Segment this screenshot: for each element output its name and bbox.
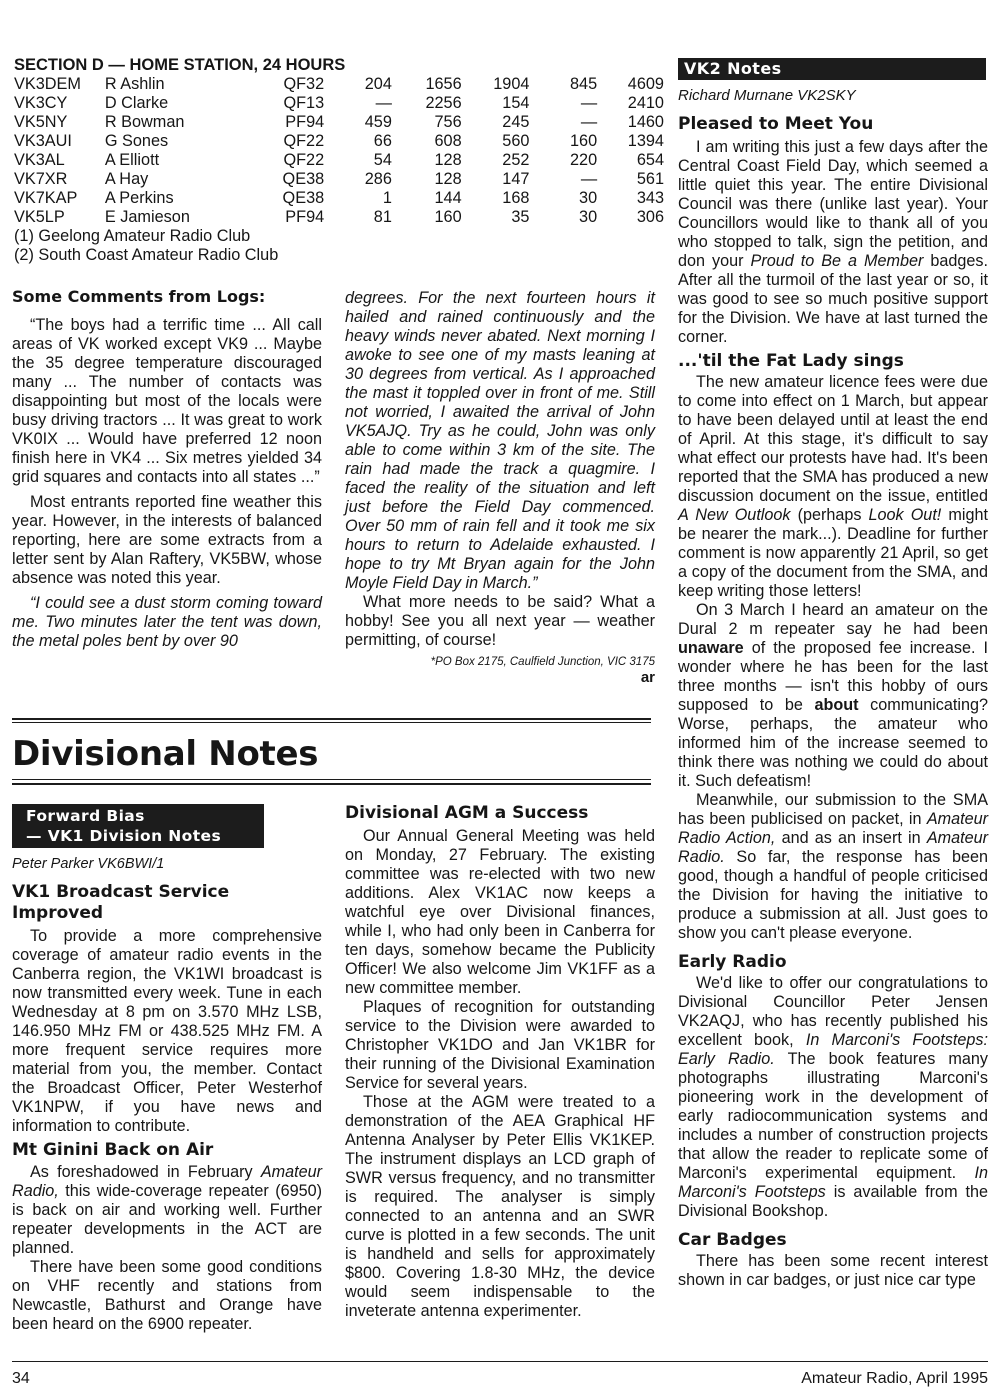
results-cell-c4: 30 [579,189,598,207]
letter-extract-start: “I could see a dust storm coming toward me. Two minutes later the tent was down, the metal poles bent by over 90 [12,594,322,650]
results-row [14,170,664,189]
results-cell-c5: 561 [636,170,664,188]
publication-footer: Amateur Radio, April 1995 [801,1370,988,1387]
results-cell-c3: 560 [502,132,530,150]
results-cell-call: VK7XR [14,170,68,188]
divisional-notes-title: Divisional Notes [12,734,319,774]
plaques-paragraph: Plaques of recognition for outstanding service to the Division were awarded to Christopher VK1DO and Jan VK1BR for their running of the Divisional Examination Service for several years. [345,998,655,1092]
analyser-paragraph: Those at the AGM were treated to a demonstration of the AEA Graphical HF Antenna Analyser by Peter Ellis VK1KEP. The instrument displays an LCD graph of SWR versus frequency, and no transmitter is required. The analyser is simply connected to an antenna and an SWR curve is plotted in a few seconds. The unit is handheld and sells for approximately $800. Covering 1.8-30 MHz, the device would seem indispensable to the inveterate antenna experimenter. [345,1093,655,1320]
comments-quote: “The boys had a terrific time ... All call areas of VK worked except VK9 ... Maybe the 35 degree temperature discouraged many ... The number of contacts was disappointing but most of the locals were busy driving tractors ... It was great to work VK0IX ... Would have preferred 12 noon finish here in VK4 ... Six metres yielded 34 grid squares and contacts into all states ...” [12,316,322,486]
results-row [14,208,664,227]
results-cell-call: VK3AUI [14,132,72,150]
results-cell-c2: 128 [434,170,462,188]
mt-ginini-heading: Mt Ginini Back on Air [12,1140,214,1160]
results-cell-c1: 286 [364,170,392,188]
section-d-results [14,56,664,265]
results-cell-grid: QF13 [283,94,325,112]
results-cell-c5: 4609 [627,75,664,93]
results-cell-c5: 654 [636,151,664,169]
results-cell-c1: 81 [373,208,392,226]
results-cell-grid: QF22 [283,151,325,169]
comments-paragraph: Most entrants reported fine weather this year. However, in the interests of balanced reporting, here are some extracts from a letter sent by Alan Raftery, VK5BW, whose absence was noted this year. [12,493,322,587]
results-cell-name: A Perkins [104,189,174,207]
results-cell-grid: QF32 [283,75,325,93]
results-cell-call: VK5NY [14,113,68,131]
results-cell-name: G Sones [104,132,169,150]
results-cell-c3: 35 [511,208,530,226]
vk1-banner [12,804,264,848]
closing-paragraph: What more needs to be said? What a hobby! See you all next year — weather permitting, of course! [345,593,655,649]
results-cell-c2: 756 [434,113,462,131]
results-cell-c5: 306 [636,208,664,226]
results-cell-name: E Jamieson [104,208,190,226]
results-cell-name: R Ashlin [104,75,165,93]
results-cell-grid: PF94 [285,113,325,131]
results-cell-name: R Bowman [104,113,185,131]
comments-heading: Some Comments from Logs: [12,287,266,306]
vk1-broadcast-paragraph: To provide a more comprehensive coverage of amateur radio events in the Canberra region, the VK1WI broadcast is now transmitted every week. Tune in each Wednesday at 8 pm on 3.570 MHz LSB, 146.950 MHz FM or 438.525 MHz FM. A more frequent service requires more material from you, the member. Contact the Broadcast Officer, Peter Westerhof VK1NPW, if you have news and information to contribute. [12,927,322,1135]
vk1-column-2 [345,803,655,1321]
submission-paragraph: Meanwhile, our submission to the SMA has been publicised on packet, in Amateur Radio Action, and as an insert in Amateur Radio. So far, the response has been good, though a handful of people criticised the Division for having the initiative to produce a submission at all. Just goes to show you can't please everyone. [678,791,988,942]
vk1-banner-line2: — VK1 Division Notes [26,827,222,845]
vk2-column [678,58,988,1290]
letter-extract-continued: degrees. For the next fourteen hours it hailed and rained continuously and the heavy winds never abated. Next morning I awoke to see one of my masts leaning at 30 degrees from vertical. As I approached the mast it toppled over in front of me. Still not worried, I awaited the arrival of John VK5AJQ. Try as he could, John was only able to come within 3 km of the site. The rain had made the track a quagmire. I faced the reality of the situation and left just before the Field Day commenced. Over 50 mm of rain fell and it took me six hours to return to Adelaide exhausted. I hope to try Mt Bryan again for the John Moyle Field Day in March.” [345,289,655,592]
results-cell-call: VK3CY [14,94,68,112]
results-cell-c5: 2410 [627,94,664,112]
end-mark: ar [640,669,655,686]
results-cell-grid: PF94 [285,208,325,226]
vk2-banner-label: VK2 Notes [684,59,782,78]
results-cell-c1: 66 [373,132,392,150]
car-badges-heading: Car Badges [678,1230,787,1250]
vk2-banner [678,58,986,80]
results-cell-c3: 168 [502,189,530,207]
mt-ginini-paragraph: As foreshadowed in February Amateur Radio, this wide-coverage repeater (6950) is back on air and working well. Further repeater developments in the ACT are planned. [12,1163,322,1257]
results-cell-c4: — [580,94,598,112]
pleased-paragraph: I am writing this just a few days after the Central Coast Field Day, which seemed a little quiet this year. The entire Divisional Council was there (unlike last year). Your Councillors would like to thank all of you who stopped to talk, sign the petition, and don your Proud to Be a Member badges. After all the turmoil of the last year or so, it was good to see so much positive support for the Division. We have at last turned the corner. [678,138,988,346]
results-cell-c5: 1460 [627,113,664,131]
title-rule-top-thin [12,722,651,723]
agm-heading: Divisional AGM a Success [345,803,589,823]
results-cell-name: D Clarke [104,94,169,112]
early-radio-paragraph: We'd like to offer our congratulations to Divisional Councillor Peter Jensen VK2AQJ, who has recently published his excellent book, In Marconi's Footsteps: Early Radio. The book features many photographs illustrating Marconi's pioneering work in the development of early radiocommunication systems and includes a number of construction projects that allow the reader to replicate some of Marconi's experimental equipment. In Marconi's Footsteps is available from the Divisional Bookshop. [678,974,988,1220]
page-number: 34 [12,1370,30,1387]
footer-rule [12,1361,988,1362]
results-row [14,151,664,170]
vk1-broadcast-heading: VK1 Broadcast Service Improved [12,882,230,923]
results-cell-c4: 220 [570,151,598,169]
results-cell-c4: — [580,170,598,188]
results-cell-c4: 30 [579,208,598,226]
results-cell-call: VK3AL [14,151,65,169]
car-badges-paragraph: There has been some recent interest shown in car badges, or just nice car type [678,1252,988,1289]
results-cell-c4: — [580,113,598,131]
fat-lady-heading: ...'til the Fat Lady sings [678,351,904,371]
results-cell-c5: 343 [636,189,664,207]
agm-paragraph: Our Annual General Meeting was held on Monday, 27 February. The existing committee was re-elected with two new additions. Alex VK1AC now keeps a watchful eye over Divisional finances, while I, who had only been in Canberra for ten days, somehow became the Publicity Officer! We also welcome Jim VK1FF as a new committee member. [345,827,655,997]
results-cell-c4: 160 [570,132,598,150]
results-cell-call: VK5LP [14,208,65,226]
results-cell-c1: 1 [382,189,392,207]
results-row [14,113,664,132]
results-cell-c1: 204 [364,75,392,93]
results-cell-grid: QE38 [282,170,325,188]
results-cell-call: VK3DEM [14,75,81,93]
results-cell-grid: QF22 [283,132,325,150]
dural-repeater-paragraph: On 3 March I heard an amateur on the Dural 2 m repeater say he had been unaware of the proposed fee increase. I wonder where he has been for the last three months — isn't this hobby of ours supposed to be about communicating? Worse, perhaps, the amateur who informed him of the increase seemed to think there was nothing we could do about it. Such defeatism! [678,601,988,790]
results-cell-c3: 1904 [493,75,530,93]
pleased-heading: Pleased to Meet You [678,114,874,134]
title-rule-top [12,718,651,720]
results-cell-name: A Hay [104,170,149,188]
section-d-title: SECTION D — HOME STATION, 24 HOURS [14,56,346,74]
results-cell-grid: QE38 [282,189,325,207]
author-address: *PO Box 2175, Caulfield Junction, VIC 3175 [430,656,655,668]
results-cell-c2: 160 [434,208,462,226]
licence-fees-paragraph: The new amateur licence fees were due to come into effect on 1 March, but appear to have been delayed until at least the end of April. At this stage, it's difficult to say what effect our protests have had. It's been reported that the SMA has produced a new discussion document on the issue, entitled A New Outlook (perhaps Look Out! might be nearer the mark...). Deadline for further comment is now apparently 21 April, so get a copy of the document from the SMA, and keep writing those letters! [678,373,988,600]
results-cell-c1: — [375,94,392,112]
results-cell-c3: 245 [502,113,530,131]
results-cell-name: A Elliott [104,151,160,169]
comments-column-1 [12,287,322,651]
results-cell-c3: 154 [502,94,530,112]
vk2-author: Richard Murnane VK2SKY [678,87,856,104]
early-radio-heading: Early Radio [678,952,787,972]
results-cell-c2: 1656 [425,75,462,93]
results-row [14,132,664,151]
results-table [14,75,664,227]
club-note-1: (1) Geelong Amateur Radio Club [14,227,251,245]
vk1-banner-line1: Forward Bias [26,807,145,825]
results-cell-c3: 147 [502,170,530,188]
comments-column-2 [345,289,655,686]
vk1-author: Peter Parker VK6BWI/1 [12,856,165,872]
results-row [14,189,664,208]
title-rule-bottom [12,783,651,785]
vhf-conditions-paragraph: There have been some good conditions on VHF recently and stations from Newcastle, Bathurst and Orange have been heard on the 6900 repeater. [12,1258,322,1333]
results-cell-call: VK7KAP [14,189,78,207]
results-cell-c2: 128 [434,151,462,169]
vk1-column-1 [12,804,322,1334]
results-row [14,75,664,94]
title-rule-bottom-thin [12,779,651,780]
results-cell-c3: 252 [502,151,530,169]
results-cell-c2: 2256 [425,94,462,112]
results-cell-c2: 144 [434,189,462,207]
results-cell-c1: 54 [373,151,392,169]
results-cell-c2: 608 [434,132,462,150]
results-row [14,94,664,113]
results-cell-c1: 459 [364,113,392,131]
results-cell-c4: 845 [570,75,598,93]
results-cell-c5: 1394 [627,132,664,150]
club-note-2: (2) South Coast Amateur Radio Club [14,246,279,264]
